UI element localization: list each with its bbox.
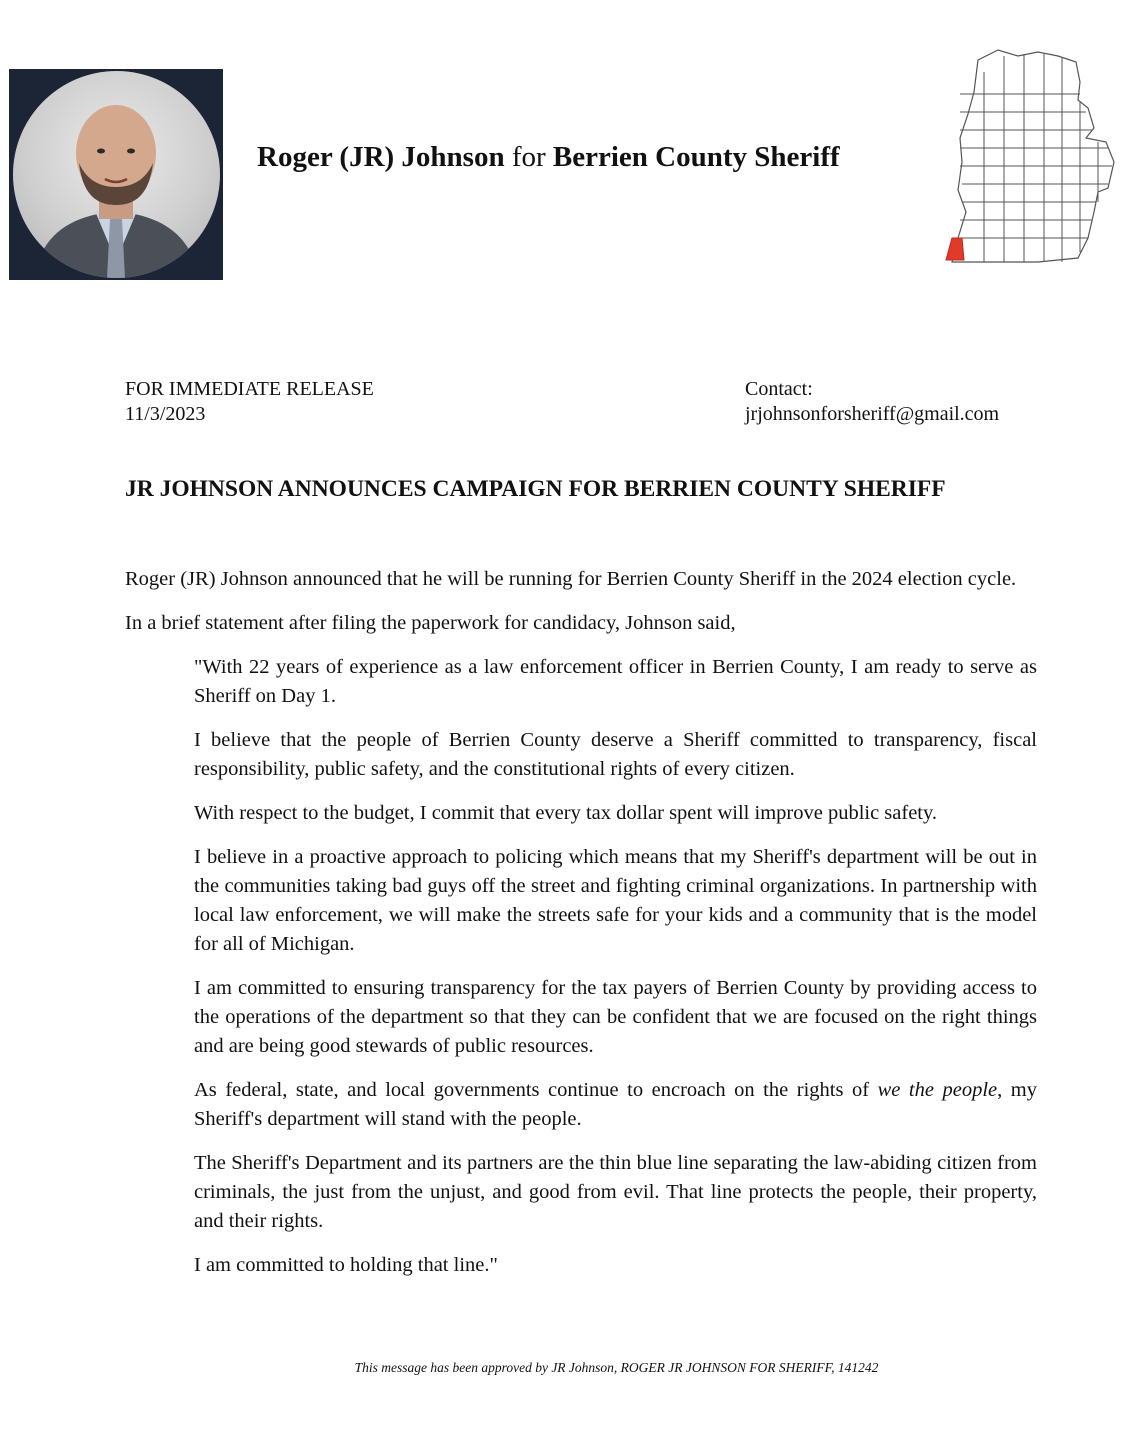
- quote-paragraph: With respect to the budget, I commit that every tax dollar spent will improve public safety.: [194, 802, 938, 824]
- quote-text: As federal, state, and local governments continue to encroach on the rights of: [194, 1079, 878, 1101]
- quote-paragraph: I am committed to ensuring transparency for the tax payers of Berrien County by providing access to the operations of the department so that they can be confident that we are focused on the right things and are being good stewards of public resources.: [194, 977, 1037, 1057]
- for-word: for: [511, 141, 546, 173]
- highlighted-county: [946, 238, 964, 260]
- statement-intro-paragraph: In a brief statement after filing the paperwork for candidacy, Johnson said,: [125, 612, 736, 634]
- michigan-county-map: [938, 42, 1123, 267]
- press-release-body: [125, 565, 1037, 1295]
- intro-paragraph: Roger (JR) Johnson announced that he will be running for Berrien County Sheriff in the 2024 election cycle.: [125, 568, 1017, 590]
- candidate-photo-frame: [9, 69, 223, 280]
- quote-paragraph: "With 22 years of experience as a law enforcement officer in Berrien County, I am ready to serve as Sheriff on Day 1.: [194, 656, 1037, 707]
- quote-paragraph: I believe that the people of Berrien County deserve a Sheriff committed to transparency, fiscal responsibility, public safety, and the constitutional rights of every citizen.: [194, 729, 1037, 780]
- quote-paragraph: I am committed to holding that line.": [194, 1254, 498, 1276]
- candidate-portrait-illustration: [13, 71, 220, 278]
- release-label: FOR IMMEDIATE RELEASE: [125, 378, 374, 400]
- state-outline: [952, 50, 1114, 262]
- quote-paragraph: I believe in a proactive approach to policing which means that my Sheriff's department will be out in the communities taking bad guys off the street and fighting criminal organizations. In partnership with local law enforcement, we will make the streets safe for your kids and a community that is the model for all of Michigan.: [194, 846, 1037, 955]
- quote-paragraph: [194, 1076, 1037, 1134]
- headline: JR JOHNSON ANNOUNCES CAMPAIGN FOR BERRIEN COUNTY SHERIFF: [125, 476, 946, 502]
- quote-paragraph: The Sheriff's Department and its partners are the thin blue line separating the law-abiding citizen from criminals, the just from the unjust, and good from evil. That line protects the people, their property, and their rights.: [194, 1152, 1037, 1232]
- contact-email: jrjohnsonforsheriff@gmail.com: [745, 403, 1000, 425]
- contact-label: Contact:: [745, 378, 813, 400]
- candidate-photo: [13, 71, 220, 278]
- contact-info: [745, 377, 999, 427]
- candidate-name: Roger (JR) Johnson: [257, 141, 505, 173]
- release-info: [125, 377, 374, 427]
- quote-text: , my Sheriff's department will stand with the people.: [194, 1079, 1037, 1130]
- header-title: [257, 140, 840, 174]
- quote-italic-text: we the people: [877, 1079, 998, 1101]
- office-name: Berrien County Sheriff: [552, 141, 840, 173]
- approval-footer: This message has been approved by JR Johnson, ROGER JR JOHNSON FOR SHERIFF, 141242: [354, 1360, 879, 1375]
- release-date: 11/3/2023: [125, 403, 206, 425]
